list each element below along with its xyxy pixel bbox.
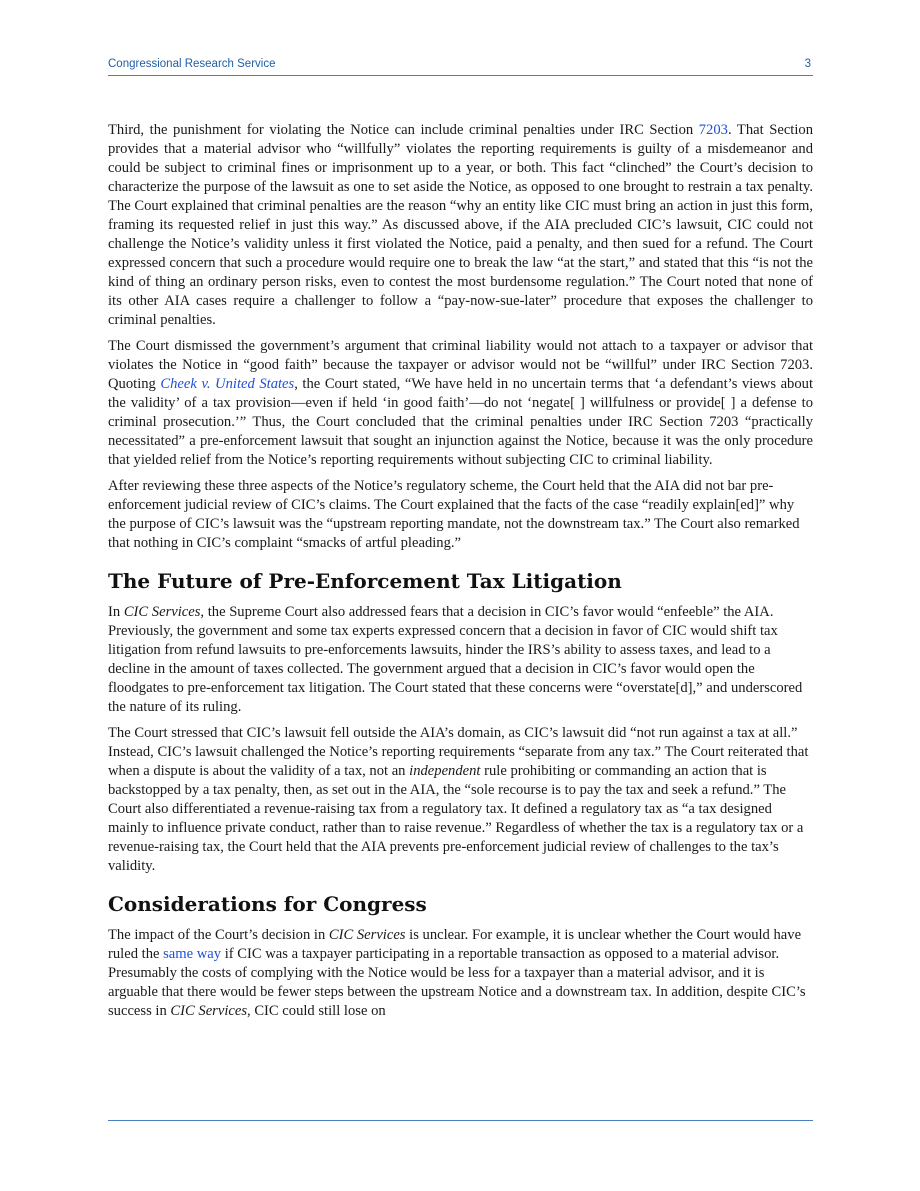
text: The impact of the Court’s decision in (108, 927, 329, 943)
text: . That Section provides that a material advisor who “willfully” violates the reporting requirements is guilty of a misdemeanor and could be subject to criminal fines or imprisonment up to a year, or both. This fact “clinched” the Court’s decision to characterize the purpose of the lawsuit as one to set aside the Notice, as opposed to one brought to restrain a tax penalty. The Court explained that criminal penalties are the reason “why an entity like CIC must bring an action in just this form, framing its requested relief in just this way.” As discussed above, if the AIA precluded CIC’s lawsuit, CIC could not challenge the Notice’s validity unless it first violated the Notice, paid a penalty, and then sued for a refund. The Court expressed concern that such a procedure would require one to break the law “at the start,” and stated that this “is not the kind of thing an ordinary person risks, even to contest the most burdensome regulation.” The Court noted that none of its other AIA cases require a challenger to follow a “pay-now-sue-later” procedure that exposes the challenger to criminal penalties. (108, 122, 813, 328)
case-name: Cheek v. United States (160, 376, 295, 392)
footer-divider (108, 1120, 813, 1121)
text: , CIC could still lose on (247, 1003, 386, 1019)
text: The Court dismissed the government’s argument that criminal liability would not attach to a taxpayer or advisor that violates the Notice in “good faith” because the taxpayer or advisor would not be “willful” under IRC Section 7203. Quoting (108, 338, 813, 392)
document-body (108, 121, 813, 1028)
emphasis: independent (409, 763, 481, 779)
text: is unclear. For example, it is unclear whether the Court would have ruled the (108, 927, 802, 962)
link-same-way[interactable]: same way (163, 946, 222, 962)
link-section-7203[interactable]: 7203 (698, 122, 728, 138)
heading-future-litigation: The Future of Pre-Enforcement Tax Litigation (108, 569, 622, 593)
case-name: CIC Services (170, 1003, 248, 1019)
text: The Court stressed that CIC’s lawsuit fell outside the AIA’s domain, as CIC’s lawsuit did “not run against a tax at all.” Instead, CIC’s lawsuit challenged the Notice’s reporting requirements “separate from any tax.” The Court reiterated that when a dispute is about the validity of a tax, not an (108, 725, 809, 779)
case-name: CIC Services (328, 927, 406, 943)
link-cheek-v-united-states[interactable] (160, 376, 294, 392)
header-organization: Congressional Research Service (108, 58, 276, 70)
page-number: 3 (804, 58, 811, 70)
case-name: CIC Services (123, 604, 201, 620)
paragraph-good-faith (108, 337, 813, 470)
paragraph-impact (108, 926, 813, 1021)
text: if CIC was a taxpayer participating in a reportable transaction as opposed to a material advisor. Presumably the costs of complying with the Notice would be less for a taxpayer than a material advisor, and it is arguable that there would be fewer steps between the upstream Notice and a downstream tax. In addition, despite CIC’s success in (108, 946, 806, 1019)
text: Third, the punishment for violating the Notice can include criminal penalties under IRC Section (108, 122, 699, 138)
text: rule prohibiting or commanding an action that is backstopped by a tax penalty, then, as set out in the AIA, the “sole recourse is to pay the tax and seek a refund.” The Court also differentiated a revenue-raising tax from a regulatory tax. It defined a regulatory tax as “a tax designed mainly to influence private conduct, rather than to raise revenue.” Regardless of whether the tax is a regulatory tax or a revenue-raising tax, the Court held that the AIA prevents pre-enforcement judicial review of challenges to the tax’s validity. (108, 763, 804, 874)
text: In (108, 604, 124, 620)
heading-considerations-congress: Considerations for Congress (108, 892, 427, 916)
text: , the Supreme Court also addressed fears that a decision in CIC’s favor would “enfeeble” the AIA. Previously, the government and some tax experts expressed concern that a decision in favor of CIC would shift tax litigation from refund lawsuits to pre-enforcements lawsuits, hinder the IRS’s ability to assess taxes, and lead to a decline in the amount of taxes collected. The government argued that a decision in CIC’s favor would open the floodgates to pre-enforcement tax litigation. The Court stated that these concerns were “overstate[d],” and underscored the nature of its ruling. (108, 604, 803, 715)
paragraph-aia-domain (108, 724, 813, 876)
paragraph-holding: After reviewing these three aspects of the Notice’s regulatory scheme, the Court held that the AIA did not bar pre-enforcement judicial review of CIC’s claims. The Court explained that the facts of the case “readily explain[ed]” why the purpose of CIC’s lawsuit was the “upstream reporting mandate, not the downstream tax.” The Court also remarked that nothing in CIC’s complaint “smacks of artful pleading.” (108, 478, 800, 551)
paragraph-criminal-penalties (108, 121, 813, 330)
page-header (108, 58, 813, 76)
paragraph-enfeeble (108, 603, 813, 717)
text: , the Court stated, “We have held in no uncertain terms that ‘a defendant’s views about the validity’ of a tax provision—even if held ‘in good faith’—do not ‘negate[ ] willfulness or provide[ ] a defense to criminal prosecution.’” Thus, the Court concluded that the criminal penalties under IRC Section 7203 “practically necessitated” a pre-enforcement lawsuit that sought an injunction against the Notice, because it was the only procedure that yielded relief from the Notice’s reporting requirements without subjecting CIC to criminal liability. (108, 376, 813, 468)
